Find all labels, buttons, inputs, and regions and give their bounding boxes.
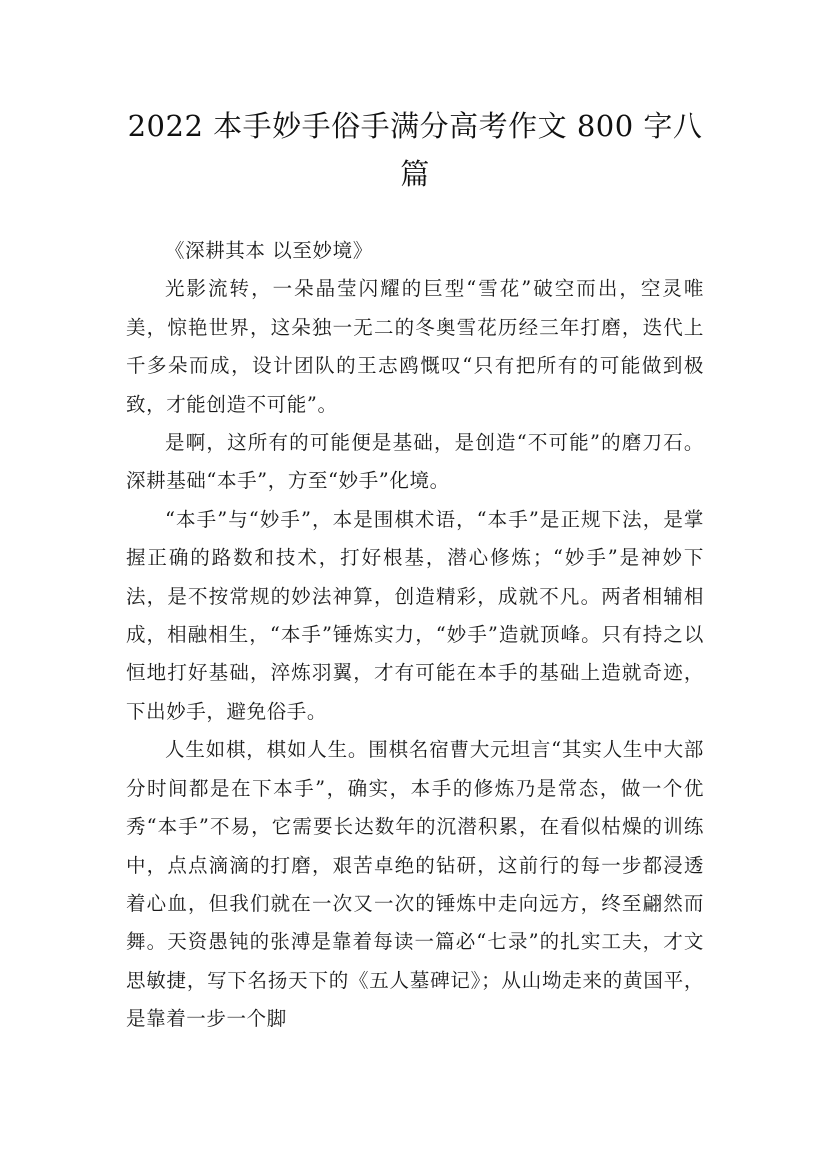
paragraph-2: 是啊，这所有的可能便是基础，是创造“不可能”的磨刀石。深耕基础“本手”，方至“妙手”化境。 — [126, 431, 704, 493]
paragraph-3: “本手”与“妙手”，本是围棋术语，“本手”是正规下法，是掌握正确的路数和技术，打好根基，潜心修炼；“妙手”是神妙下法，是不按常规的妙法神算，创造精彩，成就不凡。两者相辅相成，相融相生，“本手”锤炼实力，“妙手”造就顶峰。只有持之以恒地打好基础，淬炼羽翼，才有可能在本手的基础上造就奇迹，下出妙手，避免俗手。 — [126, 507, 704, 723]
paragraph-4: 人生如棋，棋如人生。围棋名宿曹大元坦言“其实人生中大部分时间都是在下本手”，确实，本手的修炼乃是常态，做一个优秀“本手”不易，它需要长达数年的沉潜积累，在看似枯燥的训练中，点点滴滴的打磨，艰苦卓绝的钻研，这前行的每一步都浸透着心血，但我们就在一次又一次的锤炼中走向远方，终至翩然而舞。天资愚钝的张溥是靠着每读一篇必“七录”的扎实工夫，才文思敏捷，写下名扬天下的《五人墓碑记》；从山坳走来的黄国平，是靠着一步一个脚 — [126, 738, 704, 1031]
document-title: 2022 本手妙手俗手满分高考作文 800 字八篇 — [127, 109, 703, 191]
paragraph-1: 光影流转，一朵晶莹闪耀的巨型“雪花”破空而出，空灵唯美，惊艳世界，这朵独一无二的冬奥雪花历经三年打磨，迭代上千多朵而成，设计团队的王志鸥慨叹“只有把所有的可能做到极致，才能创造不可能”。 — [126, 277, 704, 416]
document-body — [126, 232, 704, 1039]
essay-subtitle: 《深耕其本 以至妙境》 — [165, 239, 373, 262]
